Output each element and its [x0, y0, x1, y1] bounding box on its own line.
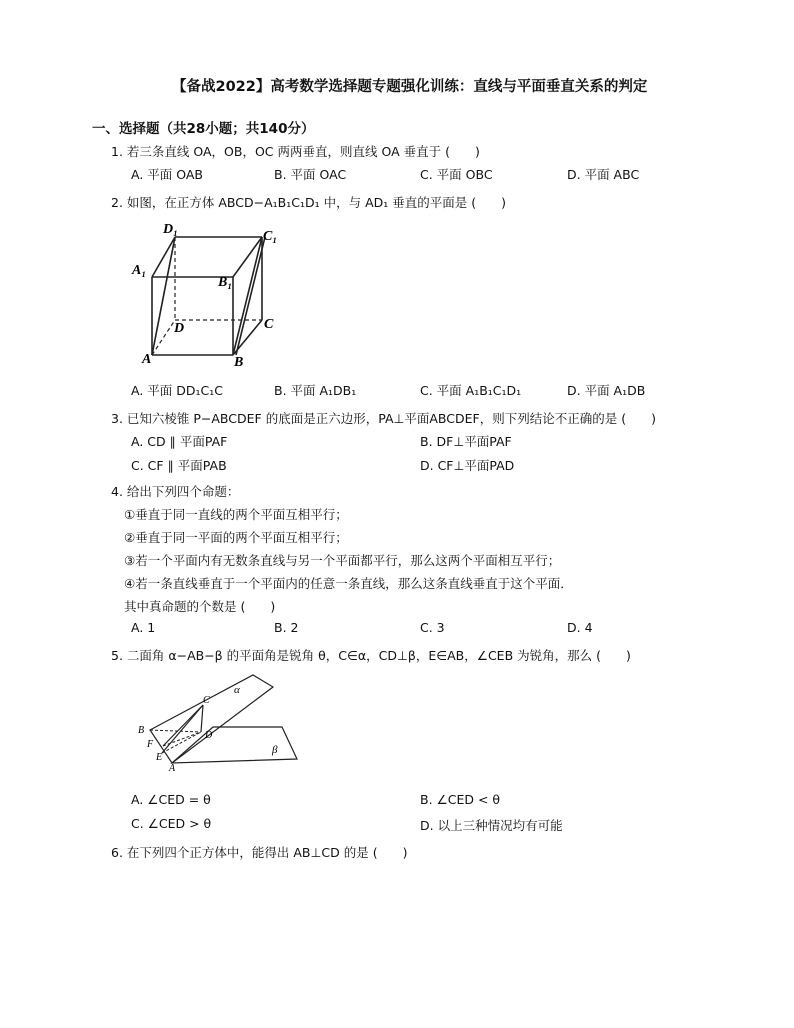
q5-option-d[interactable]: D. 以上三种情况均有可能	[420, 818, 563, 833]
q4-item-3: ③若一个平面内有无数条直线与另一个平面都平行，那么这两个平面相互平行；	[124, 553, 561, 568]
q5-option-b[interactable]: B. ∠CED < θ	[420, 792, 501, 807]
dihedral-label-e: E	[156, 752, 163, 763]
q3-stem: 3. 已知六棱锥 P−ABCDEF 的底面是正六边形，PA⊥平面ABCDEF，则下列结论不正确的是 ( )	[111, 411, 656, 426]
dihedral-label-beta: β	[272, 744, 278, 756]
q1-stem: 1. 若三条直线 OA，OB，OC 两两垂直，则直线 OA 垂直于 ( )	[111, 144, 480, 159]
dihedral-label-a: A	[169, 763, 176, 774]
q1-option-c[interactable]: C. 平面 OBC	[420, 167, 493, 182]
q4-option-a[interactable]: A. 1	[131, 620, 156, 635]
q3-option-a[interactable]: A. CD ∥ 平面PAF	[131, 434, 228, 449]
q2-option-a[interactable]: A. 平面 DD₁C₁C	[131, 383, 223, 398]
q2-option-b[interactable]: B. 平面 A₁DB₁	[274, 383, 357, 398]
cube-label-d: D	[174, 321, 185, 336]
q4-ask: 其中真命题的个数是 ( )	[124, 599, 276, 614]
page-title: 【备战2022】高考数学选择题专题强化训练：直线与平面垂直关系的判定	[172, 79, 648, 95]
cube-label-c: C	[264, 317, 274, 332]
q5-option-c[interactable]: C. ∠CED > θ	[131, 816, 212, 831]
dihedral-figure	[135, 675, 310, 775]
q2-stem: 2. 如图，在正方体 ABCD−A₁B₁C₁D₁ 中，与 AD₁ 垂直的平面是 ( )	[111, 195, 506, 210]
q4-option-d[interactable]: D. 4	[567, 620, 593, 635]
q3-option-c[interactable]: C. CF ∥ 平面PAB	[131, 458, 227, 473]
cube-label-c1: C₁	[263, 229, 278, 244]
q2-option-c[interactable]: C. 平面 A₁B₁C₁D₁	[420, 383, 522, 398]
section-heading: 一、选择题（共28小题；共140分）	[92, 121, 315, 137]
q5-stem: 5. 二面角 α−AB−β 的平面角是锐角 θ，C∈α，CD⊥β，E∈AB，∠CEB 为锐角，那么 ( )	[111, 648, 631, 663]
cube-label-a: A	[142, 352, 152, 367]
cube-label-a1: A₁	[132, 263, 147, 278]
q3-option-b[interactable]: B. DF⊥平面PAF	[420, 434, 512, 449]
cube-label-d1: D₁	[163, 222, 178, 237]
cube-label-b1: B₁	[218, 275, 233, 290]
q6-stem: 6. 在下列四个正方体中，能得出 AB⊥CD 的是 ( )	[111, 845, 408, 860]
cube-label-b: B	[234, 355, 244, 370]
q4-item-2: ②垂直于同一平面的两个平面互相平行；	[124, 530, 348, 545]
q1-option-a[interactable]: A. 平面 OAB	[131, 167, 203, 182]
q1-option-b[interactable]: B. 平面 OAC	[274, 167, 347, 182]
q4-option-c[interactable]: C. 3	[420, 620, 445, 635]
dihedral-label-b: B	[138, 725, 145, 736]
q2-option-d[interactable]: D. 平面 A₁DB	[567, 383, 646, 398]
q1-option-d[interactable]: D. 平面 ABC	[567, 167, 640, 182]
q5-option-a[interactable]: A. ∠CED = θ	[131, 792, 211, 807]
q4-item-4: ④若一条直线垂直于一个平面内的任意一条直线，那么这条直线垂直于这个平面．	[124, 576, 573, 591]
cube-figure	[130, 220, 290, 370]
dihedral-label-c: C	[203, 695, 210, 706]
dihedral-label-d: D	[205, 730, 213, 741]
q4-item-1: ①垂直于同一直线的两个平面互相平行；	[124, 507, 348, 522]
dihedral-label-f: F	[147, 739, 154, 750]
q4-stem: 4. 给出下列四个命题：	[111, 484, 240, 499]
q3-option-d[interactable]: D. CF⊥平面PAD	[420, 458, 515, 473]
q4-option-b[interactable]: B. 2	[274, 620, 299, 635]
dihedral-label-alpha: α	[234, 684, 240, 696]
